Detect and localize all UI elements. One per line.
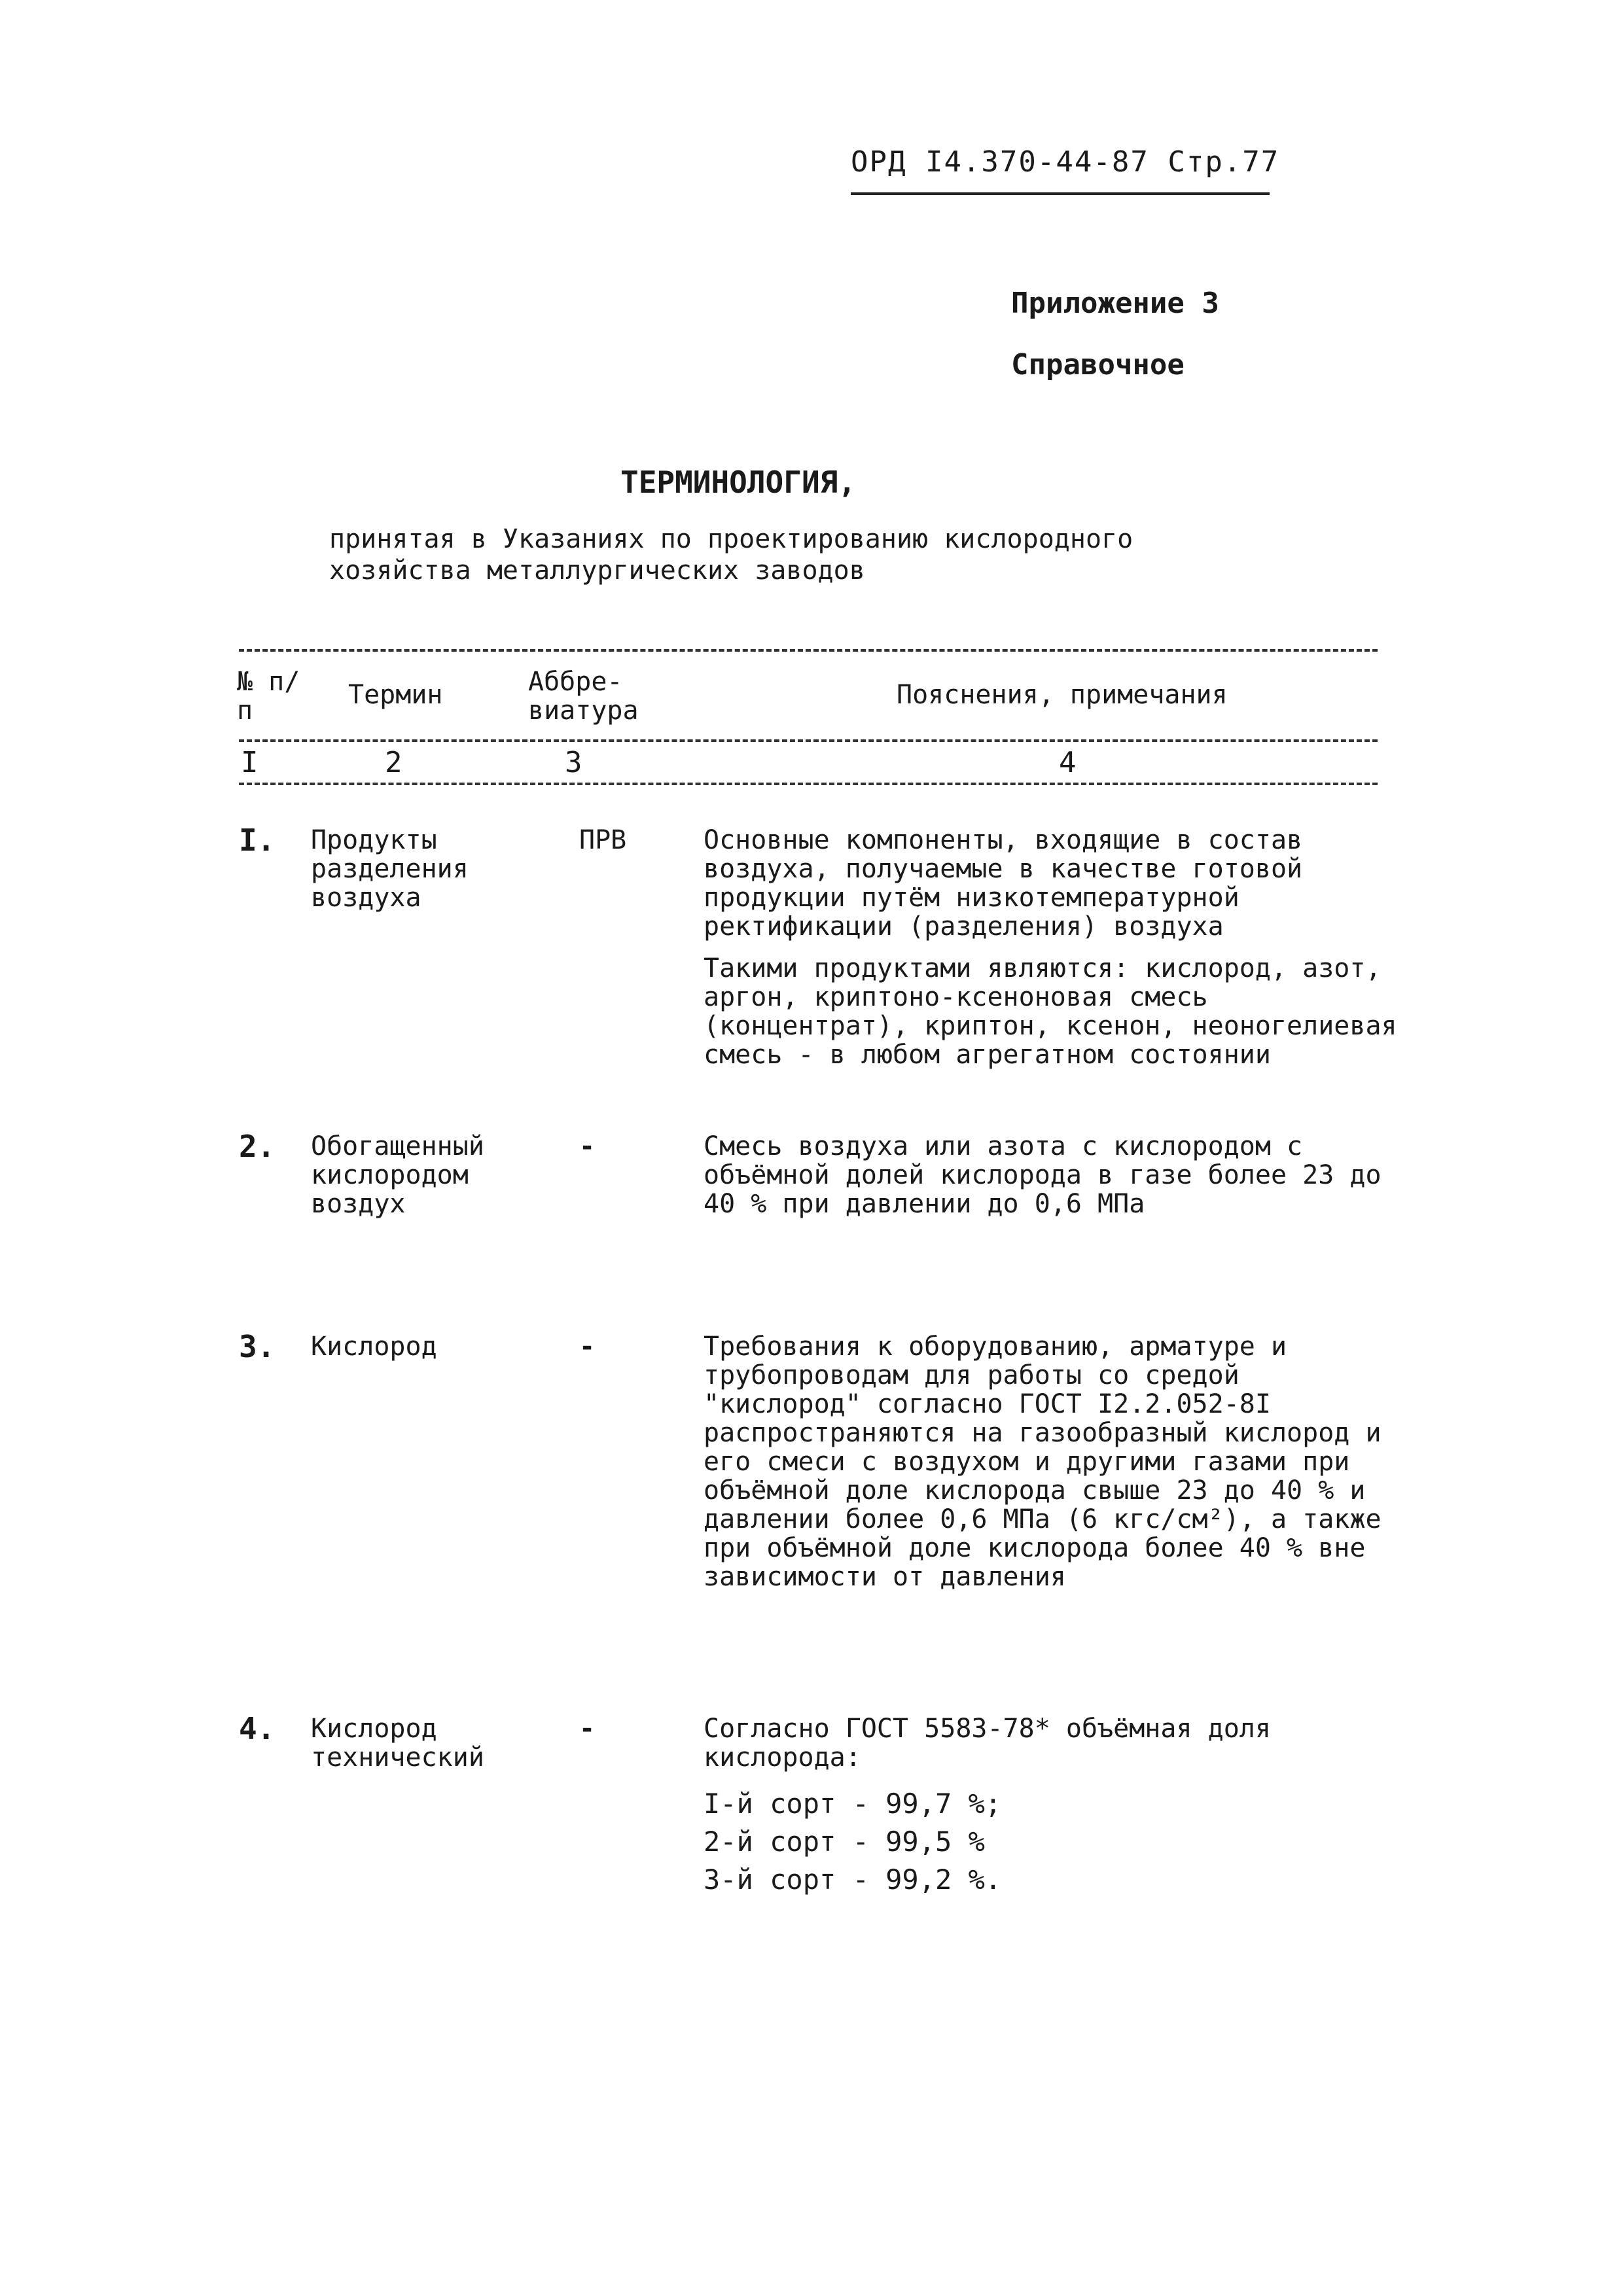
row-4-term: Кислород технический xyxy=(311,1714,484,1773)
grade-3: 3-й сорт - 99,2 %. xyxy=(704,1863,1002,1896)
row-1-explanation xyxy=(704,826,1410,1082)
row-4-abbreviation: - xyxy=(579,1714,596,1744)
row-2-number: 2. xyxy=(239,1129,276,1164)
grade-1: I-й сорт - 99,7 %; xyxy=(704,1788,1002,1820)
reference-label: Справочное xyxy=(1011,348,1185,381)
col-number-3: 3 xyxy=(565,746,582,779)
col-number-4: 4 xyxy=(1059,746,1077,779)
row-2-explanation xyxy=(704,1132,1410,1231)
row-3-explanation-p1: Требования к оборудованию, арматуре и трубопроводам для работы со средой "кислород" согласно ГОСТ I2.2.052-8I распространяются на газообразный кислород и его смеси с воздухом и другими газами при объёмной доле кислорода свыше 23 до 40 % и давлении более 0,6 МПа (6 кгс/см²), а также при объёмной доле кислорода более 40 % вне зависимости от давления xyxy=(704,1332,1382,1592)
header-underline xyxy=(851,192,1270,195)
row-4-number: 4. xyxy=(239,1711,276,1746)
row-3-term: Кислород xyxy=(311,1332,437,1362)
row-4-explanation xyxy=(704,1714,1410,1899)
row-1-number: I. xyxy=(239,822,276,858)
row-3-explanation xyxy=(704,1332,1410,1604)
page-subtitle: принятая в Указаниях по проектированию кислородного хозяйства металлургических заводов xyxy=(329,524,1133,586)
row-3-number: 3. xyxy=(239,1329,276,1364)
header-num: № п/п xyxy=(237,667,300,726)
row-1-abbreviation: ПРВ xyxy=(579,825,627,855)
row-1-explanation-p2: Такими продуктами являются: кислород, азот, аргон, криптоно-ксеноновая смесь (концентрат), криптон, ксенон, неоногелиевая смесь - в любом агрегатном состоянии xyxy=(704,953,1397,1070)
col-number-2: 2 xyxy=(385,746,402,779)
header-term: Термин xyxy=(348,680,443,710)
col-number-1: I xyxy=(241,746,259,779)
row-2-explanation-p1: Смесь воздуха или азота с кислородом с объёмной долей кислорода в газе более 23 до 40 % при давлении до 0,6 МПа xyxy=(704,1131,1382,1219)
table-top-rule xyxy=(239,649,1378,652)
appendix-label: Приложение 3 xyxy=(1011,287,1219,320)
page-title: ТЕРМИНОЛОГИЯ, xyxy=(620,465,857,500)
row-2-abbreviation: - xyxy=(579,1131,596,1161)
row-2-term: Обогащенный кислородом воздух xyxy=(311,1131,484,1219)
header-expl: Пояснения, примечания xyxy=(897,680,1228,710)
header-rule xyxy=(239,739,1378,742)
header-abbr: Аббре-виатура xyxy=(528,667,639,726)
row-1-term: Продукты разделения воздуха xyxy=(311,825,469,913)
row-3-abbreviation: - xyxy=(579,1332,596,1362)
grade-2: 2-й сорт - 99,5 % xyxy=(704,1826,985,1858)
row-1-explanation-p1: Основные компоненты, входящие в состав воздуха, получаемые в качестве готовой продукции путём низкотемпературной ректификации (разделения) воздуха xyxy=(704,825,1303,942)
row-4-explanation-p1: Согласно ГОСТ 5583-78* объёмная доля кислорода: xyxy=(704,1714,1271,1773)
column-numbers-rule xyxy=(239,783,1378,785)
document-code: ОРД I4.370-44-87 Стр.77 xyxy=(851,145,1280,179)
